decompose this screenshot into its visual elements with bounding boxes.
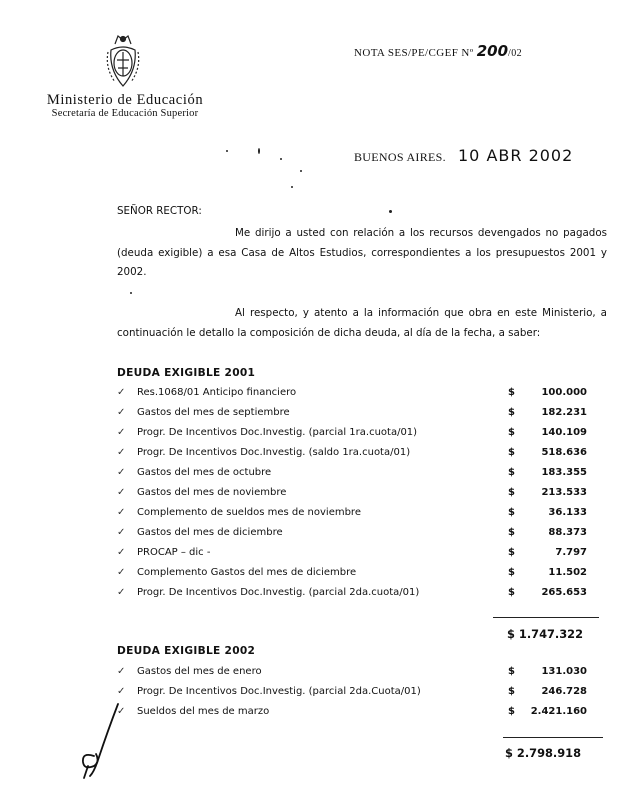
date-stamp: 10 ABR 2002 xyxy=(458,146,574,165)
debt-amount: 265.653 xyxy=(541,587,587,598)
paragraph-detail: Al respecto, y atento a la información que obra en este Ministerio, a continuación le detallo la composición de dicha deuda, al día de la fecha, a saber: xyxy=(117,307,607,339)
total-2001: $ 1.747.322 xyxy=(507,627,584,641)
note-reference xyxy=(354,42,522,60)
debt-description: Gastos del mes de noviembre xyxy=(137,487,287,498)
check-mark-icon: ✓ xyxy=(117,686,126,697)
currency-symbol: $ xyxy=(508,467,515,478)
currency-symbol: $ xyxy=(508,706,515,717)
debt-amount: 182.231 xyxy=(541,407,587,418)
debt-row xyxy=(117,585,607,605)
debt-row xyxy=(117,664,607,684)
debt-row xyxy=(117,425,607,445)
currency-symbol: $ xyxy=(508,447,515,458)
debt-description: Progr. De Incentivos Doc.Investig. (saldo 1ra.cuota/01) xyxy=(137,447,411,458)
scan-speck xyxy=(130,292,132,294)
currency-symbol: $ xyxy=(508,567,515,578)
scan-speck xyxy=(291,186,293,188)
heading-debt-2001: DEUDA EXIGIBLE 2001 xyxy=(117,367,256,379)
debt-description: PROCAP – dic - xyxy=(137,547,211,558)
scan-speck xyxy=(258,148,260,154)
debt-row xyxy=(117,545,607,565)
check-mark-icon: ✓ xyxy=(117,427,126,438)
debt-row xyxy=(117,704,607,724)
debt-description: Gastos del mes de enero xyxy=(137,666,262,677)
debt-description: Sueldos del mes de marzo xyxy=(137,706,270,717)
currency-symbol: $ xyxy=(508,686,515,697)
debt-amount: 2.421.160 xyxy=(530,706,587,717)
scan-speck xyxy=(280,158,282,160)
heading-debt-2002: DEUDA EXIGIBLE 2002 xyxy=(117,645,256,657)
debt-row xyxy=(117,684,607,704)
paragraph-intro: Me dirijo a usted con relación a los recursos devengados no pagados (deuda exigible) a esa Casa de Altos Estudios, correspondientes a los presupuestos 2001 y 2002. xyxy=(117,227,607,278)
debt-description: Progr. De Incentivos Doc.Investig. (parcial 2da.Cuota/01) xyxy=(137,686,421,697)
handwritten-initial xyxy=(74,700,124,780)
debt-row xyxy=(117,465,607,485)
check-mark-icon: ✓ xyxy=(117,467,126,478)
debt-amount: 140.109 xyxy=(541,427,587,438)
debt-row xyxy=(117,485,607,505)
scan-speck xyxy=(300,170,302,172)
currency-symbol: $ xyxy=(508,666,515,677)
check-mark-icon: ✓ xyxy=(117,706,126,717)
check-mark-icon: ✓ xyxy=(117,567,126,578)
debt-amount: 518.636 xyxy=(541,447,587,458)
coat-of-arms-icon xyxy=(103,30,143,92)
subtotal-rule xyxy=(493,617,599,618)
check-mark-icon: ✓ xyxy=(117,547,126,558)
check-mark-icon: ✓ xyxy=(117,407,126,418)
currency-symbol: $ xyxy=(508,387,515,398)
debt-amount: 88.373 xyxy=(548,527,587,538)
note-prefix: NOTA SES/PE/CGEF Nº xyxy=(354,47,474,59)
secretary-name: Secretaría de Educación Superior xyxy=(51,108,199,119)
currency-symbol: $ xyxy=(508,507,515,518)
check-mark-icon: ✓ xyxy=(117,487,126,498)
debt-description: Progr. De Incentivos Doc.Investig. (parcial 1ra.cuota/01) xyxy=(137,427,418,438)
debt-row xyxy=(117,565,607,585)
debt-row xyxy=(117,405,607,425)
check-mark-icon: ✓ xyxy=(117,387,126,398)
debt-amount: 131.030 xyxy=(541,666,587,677)
salutation: SEÑOR RECTOR: xyxy=(117,205,202,217)
debt-row xyxy=(117,525,607,545)
ministry-name: Ministerio de Educación xyxy=(46,92,204,108)
total-2002: $ 2.798.918 xyxy=(505,746,582,760)
currency-symbol: $ xyxy=(508,587,515,598)
debt-description: Progr. De Incentivos Doc.Investig. (parcial 2da.cuota/01) xyxy=(137,587,420,598)
currency-symbol: $ xyxy=(508,487,515,498)
currency-symbol: $ xyxy=(508,427,515,438)
debt-amount: 100.000 xyxy=(541,387,587,398)
check-mark-icon: ✓ xyxy=(117,527,126,538)
debt-row xyxy=(117,385,607,405)
check-mark-icon: ✓ xyxy=(117,666,126,677)
subtotal-rule xyxy=(503,737,603,738)
scan-speck xyxy=(389,210,392,213)
debt-description: Gastos del mes de septiembre xyxy=(137,407,290,418)
debt-row xyxy=(117,505,607,525)
debt-description: Gastos del mes de diciembre xyxy=(137,527,283,538)
debt-amount: 36.133 xyxy=(548,507,587,518)
note-year: /02 xyxy=(508,48,522,59)
scan-speck xyxy=(226,150,228,152)
debt-amount: 213.533 xyxy=(541,487,587,498)
debt-amount: 183.355 xyxy=(541,467,587,478)
currency-symbol: $ xyxy=(508,407,515,418)
debt-description: Gastos del mes de octubre xyxy=(137,467,272,478)
debt-row xyxy=(117,445,607,465)
debt-amount: 7.797 xyxy=(555,547,587,558)
check-mark-icon: ✓ xyxy=(117,587,126,598)
debt-amount: 11.502 xyxy=(548,567,587,578)
debt-description: Complemento Gastos del mes de diciembre xyxy=(137,567,357,578)
currency-symbol: $ xyxy=(508,527,515,538)
check-mark-icon: ✓ xyxy=(117,507,126,518)
debt-amount: 246.728 xyxy=(541,686,587,697)
note-number: 200 xyxy=(476,42,509,60)
debt-description: Complemento de sueldos mes de noviembre xyxy=(137,507,361,518)
debt-description: Res.1068/01 Anticipo financiero xyxy=(137,387,297,398)
currency-symbol: $ xyxy=(508,547,515,558)
check-mark-icon: ✓ xyxy=(117,447,126,458)
city: BUENOS AIRES. xyxy=(354,150,446,164)
